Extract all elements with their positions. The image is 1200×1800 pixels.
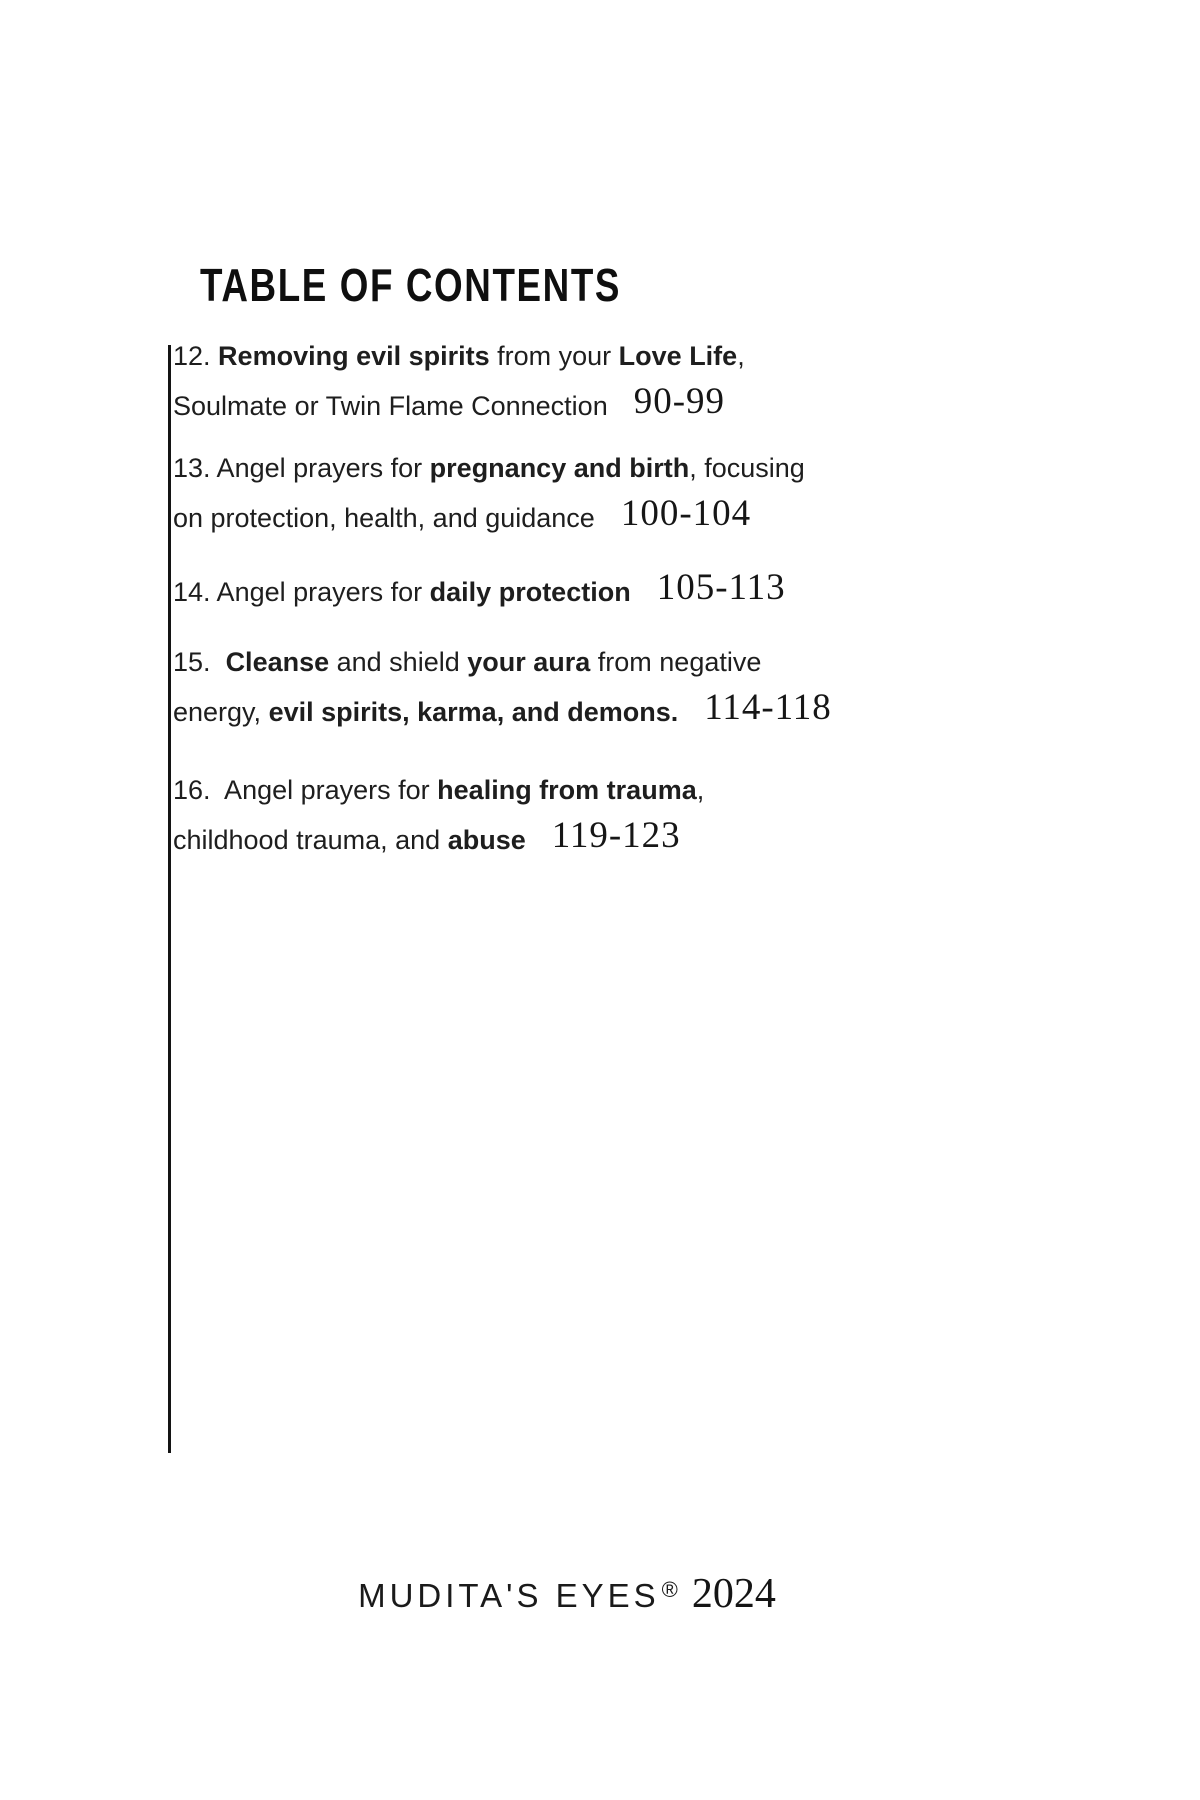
registered-trademark-icon: ® xyxy=(661,1577,678,1602)
toc-item-text: abuse xyxy=(447,825,526,855)
toc-item-text xyxy=(211,647,226,677)
toc-item-text: daily protection xyxy=(429,577,631,607)
toc-item-text: Angel prayers for xyxy=(210,775,438,805)
toc-item xyxy=(173,333,933,430)
footer-brand: MUDITA'S EYES xyxy=(358,1577,660,1614)
toc-item xyxy=(173,767,933,864)
toc-item-number: 12. xyxy=(173,341,211,371)
toc-item-text: Cleanse xyxy=(225,647,330,677)
toc-item-text: and shield xyxy=(329,647,468,677)
toc-item-text: from your xyxy=(489,341,619,371)
toc-item-number: 13. xyxy=(173,453,211,483)
toc-item-text: Love Life xyxy=(618,341,738,371)
page-title: TABLE OF CONTENTS xyxy=(200,259,622,311)
vertical-rule xyxy=(168,345,171,1453)
toc-item-text: Removing evil spirits xyxy=(210,341,490,371)
toc-item-text: Angel prayers for xyxy=(210,577,430,607)
toc-item xyxy=(173,639,933,736)
toc-item-number: 14. xyxy=(173,577,211,607)
table-of-contents xyxy=(173,333,933,864)
footer-year: 2024 xyxy=(691,1571,776,1617)
toc-item xyxy=(173,445,933,542)
page-number: 114-118 xyxy=(704,687,832,728)
toc-item-text: childhood trauma, and xyxy=(173,825,448,855)
page-number: 100-104 xyxy=(620,493,752,534)
toc-item-number: 16. xyxy=(173,775,211,805)
page-number: 90-99 xyxy=(633,381,726,422)
toc-item-text: your aura xyxy=(467,647,591,677)
toc-item-text: on protection, health, and guidance xyxy=(173,503,595,533)
toc-item-text: healing from trauma xyxy=(437,775,697,805)
toc-item-text: from negative xyxy=(590,647,762,677)
toc-item-text: , focusing xyxy=(689,453,805,483)
toc-item xyxy=(173,566,933,616)
page-footer xyxy=(0,1570,1134,1618)
toc-item-text: , xyxy=(737,341,745,371)
toc-item-text: energy, xyxy=(173,697,269,727)
toc-item-text: Angel prayers for xyxy=(210,453,430,483)
toc-item-text: , xyxy=(696,775,705,805)
page-number: 105-113 xyxy=(656,567,786,608)
toc-item-text: pregnancy and birth xyxy=(429,453,690,483)
toc-item-text: Soulmate or Twin Flame Connection xyxy=(173,391,608,421)
toc-item-number: 15. xyxy=(173,647,211,677)
toc-item-text: evil spirits, karma, and demons. xyxy=(268,697,679,727)
page-number: 119-123 xyxy=(551,815,681,856)
